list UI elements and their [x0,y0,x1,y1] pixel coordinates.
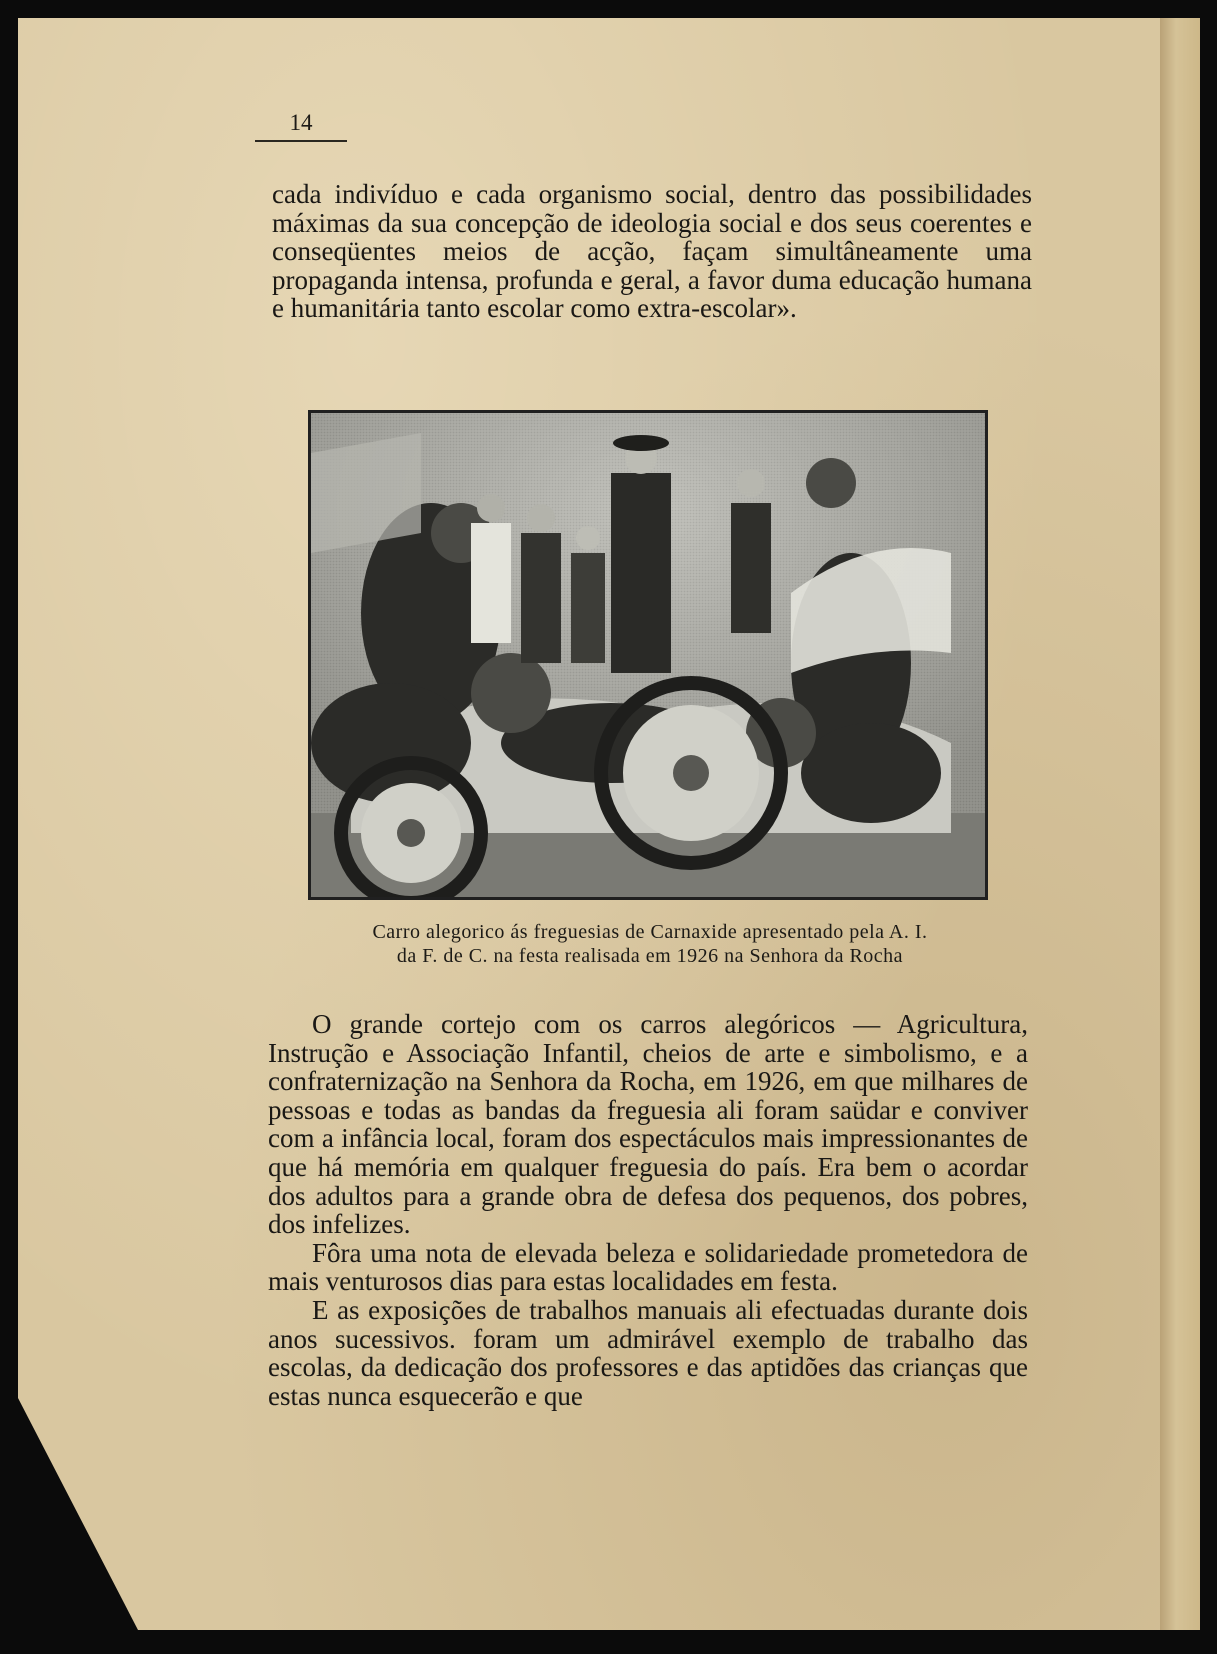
paragraph-top [272,180,1032,323]
page-number: 14 [255,110,347,142]
paragraph-fora: Fôra uma nota de elevada beleza e solidariedade prometedora de mais venturosos dias para estas localidades em festa. [268,1237,1028,1297]
photograph [308,410,988,900]
paragraph-cortejo: O grande cortejo com os carros alegóricos — Agricultura, Instrução e Associação Infantil, cheios de arte e simbolismo, e a confraternização na Senhora da Rocha, em 1926, em que milhares de pessoas e todas as bandas da freguesia ali foram saüdar e conviver com a infância local, foram dos espectáculos mais impressionantes de que há memória em qualquer freguesia do país. Era bem o acordar dos adultos para a grande obra de defesa dos pequenos, dos pobres, dos infelizes. [268,1009,1028,1240]
page-edge [1160,18,1200,1630]
caption-line-2: da F. de C. na festa realisada em 1926 na Senhora da Rocha [396,945,904,967]
photograph-icon [311,413,985,897]
body-text [268,1010,1028,1410]
paragraph-exposicoes: E as exposições de trabalhos manuais ali efectuadas durante dois anos sucessivos. foram um admirável exemplo de trabalho das escolas, da dedicação dos professores e das aptidões das crianças que estas nunca esquecerão e que [268,1294,1028,1411]
paragraph-top-text: cada indivíduo e cada organismo social, dentro das possibilidades máximas da sua concepção de ideologia social e dos seus coerentes e conseqüentes meios de acção, façam simultâneamente uma propaganda intensa, profunda e geral, a favor duma educação humana e humanitária tanto escolar como extra-escolar». [272,179,1032,324]
photo-caption [280,920,1020,968]
caption-line-1: Carro alegorico ás freguesias de Carnaxide apresentado pela A. I. [372,921,928,943]
